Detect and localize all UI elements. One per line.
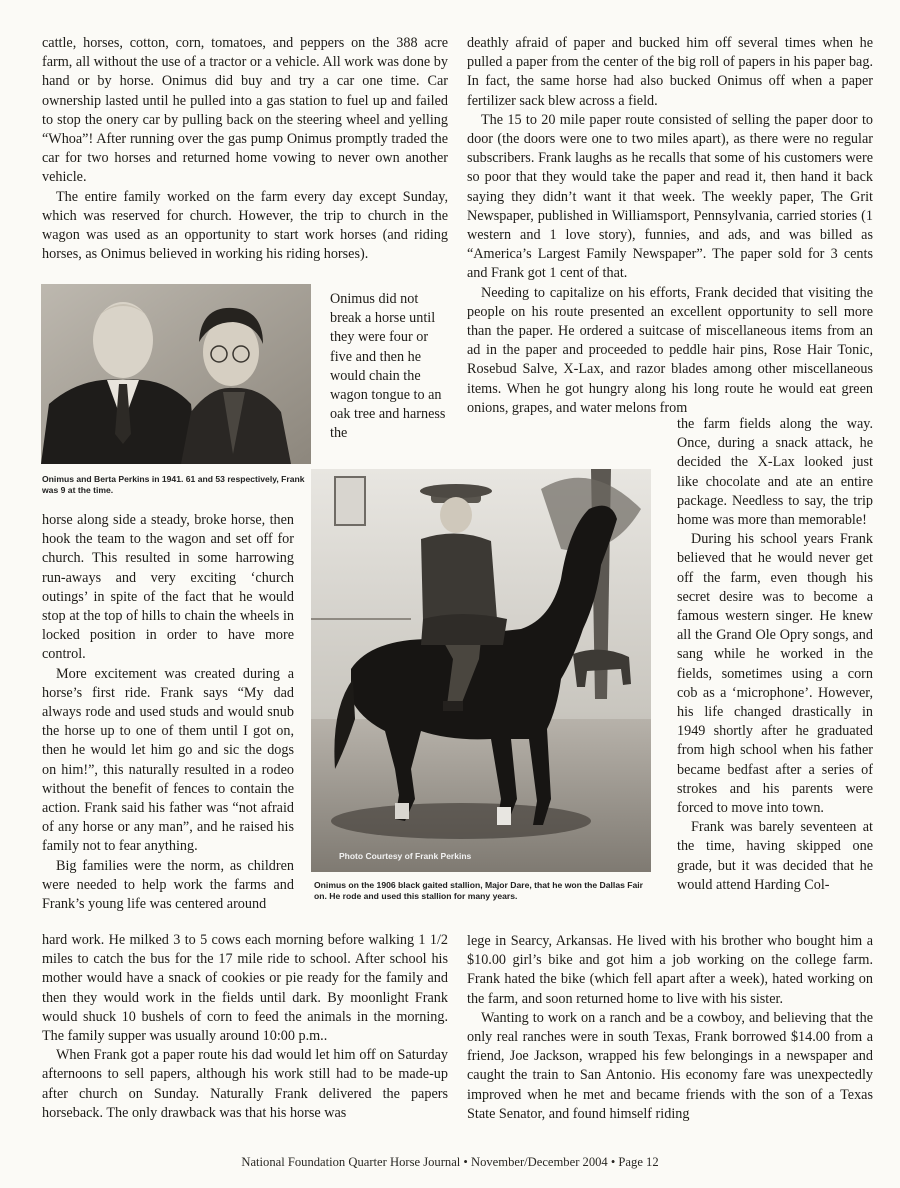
right-column-bottom <box>467 932 873 1124</box>
left-column-middle <box>42 511 294 914</box>
right-column-narrow <box>677 415 873 895</box>
photo-credit: Photo Courtesy of Frank Perkins <box>339 851 472 861</box>
paragraph: When Frank got a paper route his dad would let him off on Saturday afternoons to sell papers, although his work still had to be made-up after church on Sunday. Naturally Frank delivered the papers horseback. The only drawback was that his horse was <box>42 1047 448 1121</box>
paragraph: the farm fields along the way. Once, during a snack attack, he decided the X-Lax looked just like chocolate and ate an entire package. Needless to say, the trip home was more than memorable! <box>677 416 873 529</box>
paragraph: Frank was barely seventeen at the time, having skipped one grade, but it was decided that he would attend Harding Col- <box>677 819 873 893</box>
paragraph: More excitement was created during a horse’s first ride. Frank says “My dad always rode and used studs and would snub the horse up to one of them until I got on, then he would let him go and sic the dogs on him!”, this naturally resulted in a rodeo without the benefit of fences to contain the action. Frank said his father was “not afraid of any horse or any man”, and he raised his family not to fear anything. <box>42 665 294 855</box>
left-column-narrow <box>330 290 450 444</box>
paragraph: deathly afraid of paper and bucked him off several times when he pulled a paper from the center of the big roll of papers in his paper bag. In fact, the same horse had also bucked Onimus off when a paper fertilizer sack blew across a field. <box>467 35 873 109</box>
left-column-top <box>42 34 448 264</box>
paragraph: horse along side a steady, broke horse, then hook the team to the wagon and set off for church. This resulted in some harrowing run-aways and very exciting ‘church outings’ in spite of the fact that he would stop at the top of hills to chain the wheels in locked position in order to have more control. <box>42 512 294 663</box>
photo-onimus-berta <box>41 284 311 464</box>
paragraph: Onimus did not break a horse until they were four or five and then he would chain the wagon tongue to an oak tree and harness the <box>330 291 446 442</box>
left-column-bottom <box>42 931 448 1123</box>
paragraph: Needing to capitalize on his efforts, Frank decided that visiting the people on his route presented an excellent opportunity to sell more than the paper. He ordered a suitcase of miscellaneous items from an ad in the paper and proceeded to peddle hair pins, Rose Hair Tonic, Rosebud Salve, X-Lax, and razor blades among other miscellaneous items. When he got hungry along his long route he would eat green onions, grapes, and water melons from <box>467 284 873 416</box>
paragraph: During his school years Frank believed that he would never get off the farm, even though his secret desire was to become a famous western singer. He knew all the Grand Ole Opry songs, and sang while he worked in the fields, sometimes using a corn cob as a ‘microphone’. However, his life changed drastically in 1949 shortly after he graduated from high school when his father became bedfast after a series of strokes and his parents were forced to move into town. <box>677 531 873 817</box>
photo-major-dare-stallion <box>311 469 651 872</box>
paragraph: Wanting to work on a ranch and be a cowboy, and believing that the only real ranches were in south Texas, Frank borrowed $14.00 from a friend, Joe Jackson, wrapped his few belongings in a newspaper and caught the train to San Antonio. His economy fare was unexpectedly improved when he met and became friends with the son of a Texas State Senator, and found himself riding <box>467 1009 873 1122</box>
paragraph: Big families were the norm, as children were needed to help work the farms and Frank’s young life was centered around <box>42 857 294 913</box>
paragraph: lege in Searcy, Arkansas. He lived with his brother who bought him a $10.00 girl’s bike and got him a job working on the college farm. Frank hated the bike (which fell apart after a week), hated working on the farm, and soon returned home to live with his sister. <box>467 933 873 1007</box>
page-footer: National Foundation Quarter Horse Journal • November/December 2004 • Page 12 <box>241 1155 659 1169</box>
photo2-caption: Onimus on the 1906 black gaited stallion, Major Dare, that he won the Dallas Fair on. He rode and used this stallion for many years. <box>314 880 644 901</box>
paragraph: The 15 to 20 mile paper route consisted of selling the paper door to door (the doors were one to two miles apart), as there were no regular subscribers. Frank laughs as he recalls that some of his customers were so poor that they would take the paper and read it, then hand it back saying they didn’t want it that week. The weekly paper, The Grit Newspaper, published in Williamsport, Pennsylvania, carried stories (1 western and 1 love story), funnies, and ads, and was billed as “America’s Largest Family Newspaper”. The paper sold for 3 cents and Frank got 1 cent of that. <box>467 111 873 282</box>
paragraph: The entire family worked on the farm every day except Sunday, which was reserved for church. However, the trip to church in the wagon was used as an opportunity to start work horses (and riding horses, as Onimus believed in working his riding horses). <box>42 188 448 263</box>
paragraph: hard work. He milked 3 to 5 cows each morning before walking 1 1/2 miles to catch the bus for the 17 mile ride to school. After school his mother would have a snack of cookies or pie ready for the family and then they would work in the fields until dark. By moonlight Frank would shuck 10 bushels of corn to feed the animals in the morning. The family supper was usually around 10:00 p.m.. <box>42 932 448 1045</box>
right-column-top <box>467 34 873 418</box>
photo1-caption: Onimus and Berta Perkins in 1941. 61 and 53 respectively, Frank was 9 at the time. <box>42 474 305 495</box>
paragraph: cattle, horses, cotton, corn, tomatoes, and peppers on the 388 acre farm, all without the use of a tractor or a vehicle. All work was done by hand or by horse. Onimus did buy and try a car one time. Car ownership lasted until he pulled into a gas station to fuel up and failed to stop the onery car by pulling back on the steering wheel and yelling “Whoa”! After running over the gas pump Onimus promptly traded the car for two horses and returned home vowing to never own another vehicle. <box>42 35 448 186</box>
